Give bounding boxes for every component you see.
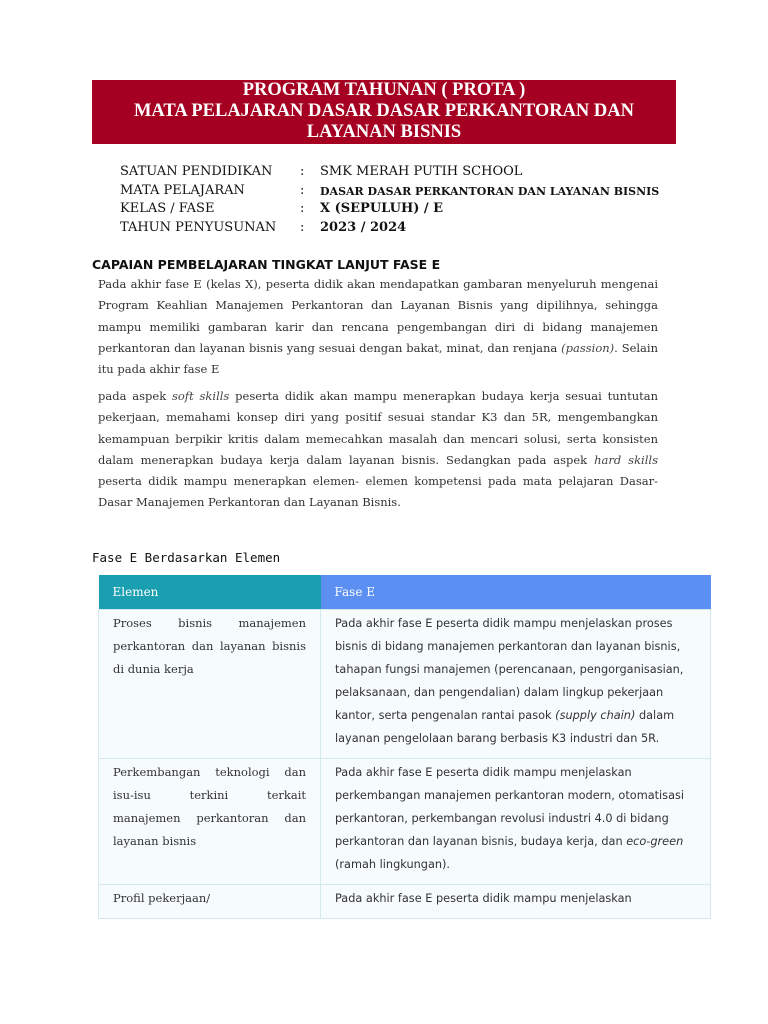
info-value: 2023 / 2024 (320, 219, 407, 235)
text-run: Pada akhir fase E peserta didik mampu menjelaskan (335, 891, 632, 905)
column-header-elemen: Elemen (99, 575, 321, 609)
italic-run: soft skills (171, 389, 230, 403)
text-run: (ramah lingkungan). (335, 857, 451, 871)
italic-run: (supply chain) (555, 708, 636, 722)
info-value: SMK MERAH PUTIH SCHOOL (320, 164, 523, 179)
table-header-row (99, 575, 711, 609)
info-colon: : (300, 182, 305, 198)
info-colon: : (300, 201, 305, 216)
table-row (99, 758, 711, 884)
italic-run: eco-green (626, 834, 684, 848)
fase-heading: Fase E Berdasarkan Elemen (92, 550, 281, 565)
text-run: . Selain itu pada akhir fase E (98, 340, 658, 377)
text-run: dalam layanan pengelolaan barang berbasis K3 industri dan 5R. (335, 708, 675, 745)
capaian-paragraph-1 (98, 274, 658, 380)
text-run: Pada akhir fase E (kelas X), peserta didik akan mendapatkan gambaran menyeluruh mengenai Program Keahlian Manajemen Perkantoran dan Layanan Bisnis yang dipilihnya, sehingga mampu memiliki gambaran karir dan rencana pengembangan diri di bidang manajemen perkantoran dan layanan bisnis yang sesuai dengan bakat, minat, dan renjana (98, 277, 658, 355)
table-row (99, 884, 711, 918)
info-label: TAHUN PENYUSUNAN (120, 219, 277, 235)
title-line-3: LAYANAN BISNIS (306, 122, 462, 142)
info-value: X (SEPULUH) / E (320, 201, 444, 216)
italic-run: hard skills (594, 452, 658, 467)
capaian-paragraph-2 (98, 386, 658, 514)
title-line-1: PROGRAM TAHUNAN ( PROTA ) (242, 80, 526, 100)
cell-fase (321, 609, 711, 758)
info-colon: : (300, 164, 305, 179)
cell-fase (321, 884, 711, 918)
cell-elemen: Profil pekerjaan/ (99, 884, 321, 918)
text-run: Pada akhir fase E peserta didik mampu menjelaskan perkembangan manajemen perkantoran modern, otomatisasi perkantoran, perkembangan revolusi industri 4.0 di bidang perkantoran dan layanan bisnis, budaya kerja, dan (335, 765, 685, 848)
column-header-fase: Fase E (321, 575, 711, 609)
document-title-banner (92, 80, 676, 144)
cell-fase (321, 758, 711, 884)
text-run: peserta didik akan mampu menerapkan budaya kerja sesuai tuntutan pekerjaan, memahami konsep diri yang positif sesuai standar K3 dan 5R, mengembangkan kemampuan berpikir kritis dalam memecahkan masalah dan mencari solusi, serta konsisten dalam menerapkan budaya kerja dalam layanan bisnis. Sedangkan pada aspek (98, 389, 658, 467)
info-value: DASAR DASAR PERKANTORAN DAN LAYANAN BISNIS (320, 184, 660, 198)
title-line-2: MATA PELAJARAN DASAR DASAR PERKANTORAN DAN (133, 101, 635, 121)
table-row (99, 609, 711, 758)
info-label: MATA PELAJARAN (120, 182, 245, 198)
italic-run: (passion) (561, 340, 615, 355)
info-colon: : (300, 219, 305, 235)
text-run: pada aspek (98, 389, 172, 403)
fase-elemen-table (98, 575, 711, 919)
text-run: peserta didik mampu menerapkan elemen- elemen kompetensi pada mata pelajaran Dasar-Dasar Manajemen Perkantoran dan Layanan Bisnis. (98, 474, 658, 510)
cell-elemen: Proses bisnis manajemen perkantoran dan layanan bisnis di dunia kerja (99, 609, 321, 758)
info-label: SATUAN PENDIDIKAN (120, 164, 273, 179)
cell-elemen: Perkembangan teknologi dan isu-isu terkini terkait manajemen perkantoran dan layanan bisnis (99, 758, 321, 884)
info-label: KELAS / FASE (120, 201, 215, 216)
text-run: Pada akhir fase E peserta didik mampu menjelaskan proses bisnis di bidang manajemen perkantoran dan layanan bisnis, tahapan fungsi manajemen (perencanaan, pengorganisasian, pelaksanaan, dan pengendalian) dalam lingkup pekerjaan kantor, serta pengenalan rantai pasok (335, 616, 684, 722)
capaian-heading: CAPAIAN PEMBELAJARAN TINGKAT LANJUT FASE E (92, 257, 441, 272)
